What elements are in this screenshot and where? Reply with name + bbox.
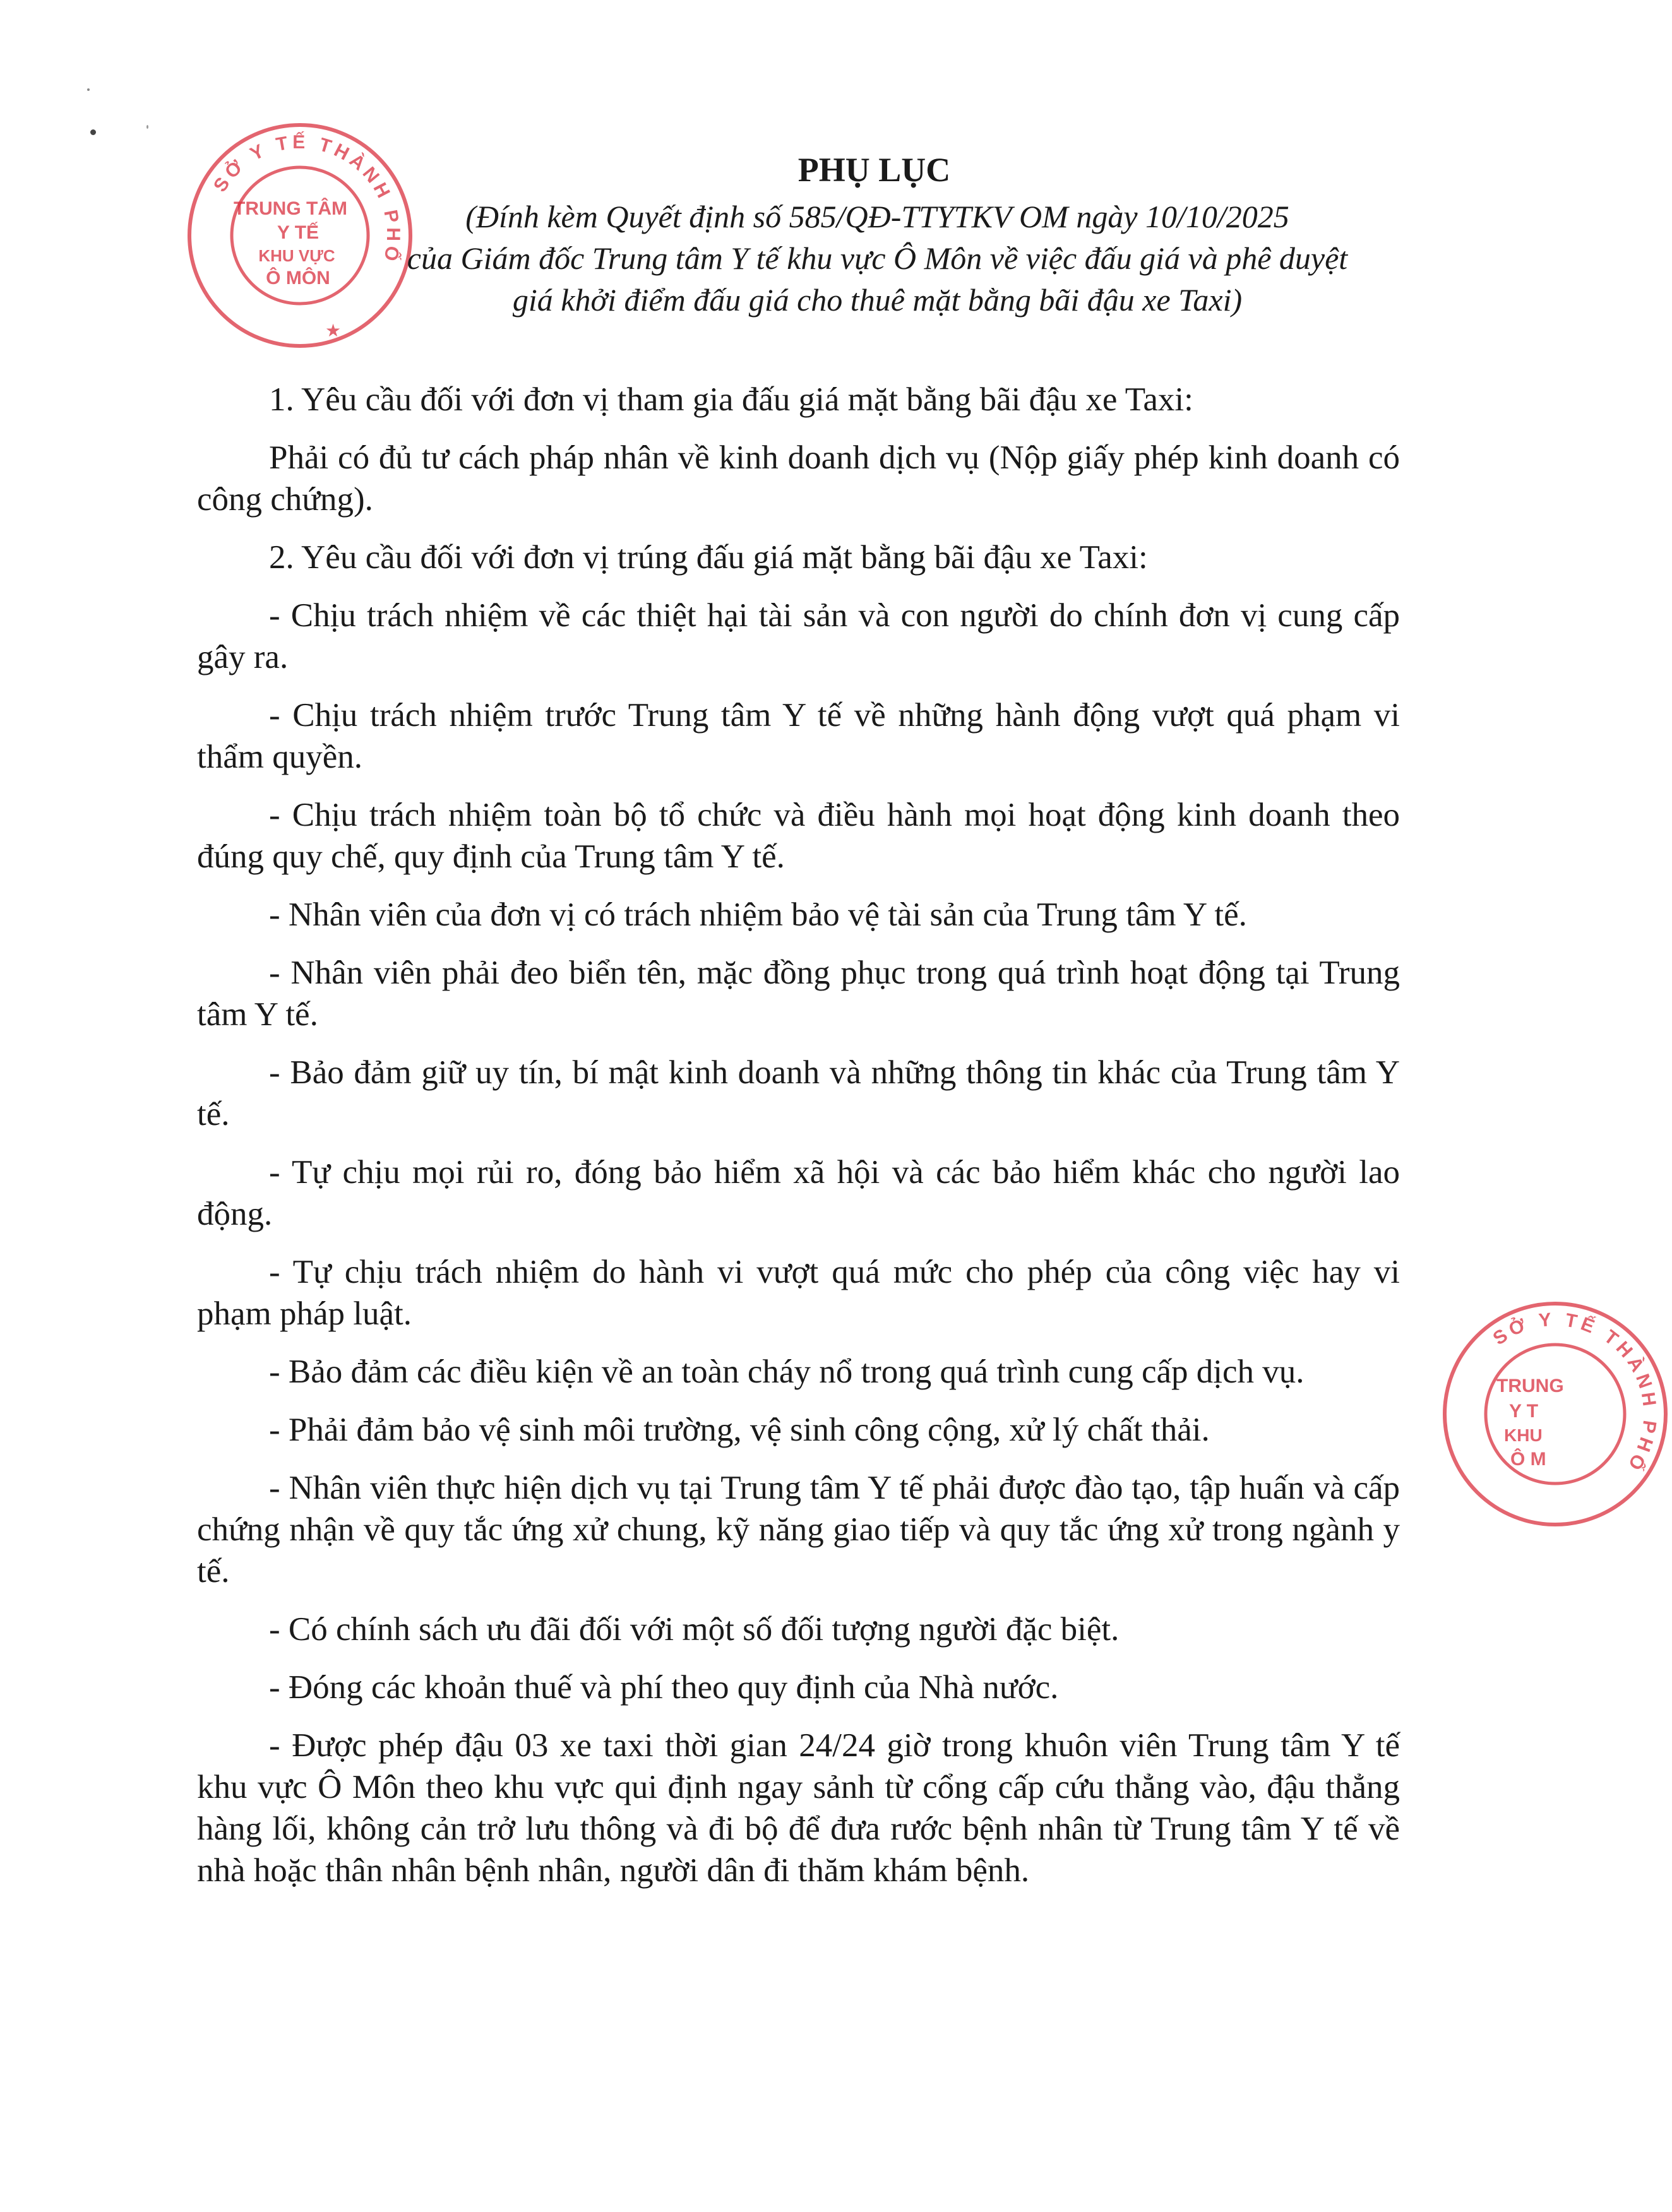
- seal-center-line: Y T: [1509, 1401, 1539, 1422]
- requirement-item: - Chịu trách nhiệm toàn bộ tổ chức và điều hành mọi hoạt động kinh doanh theo đúng quy chế, quy định của Trung tâm Y tế.: [197, 797, 1400, 875]
- requirement-item: - Được phép đậu 03 xe taxi thời gian 24/24 giờ trong khuôn viên Trung tâm Y tế khu vực Ô Môn theo khu vực qui định ngay sảnh từ cổng cấp cứu thẳng vào, đậu thẳng hàng lối, không cản trở lưu thông và đi bộ để đưa rước bệnh nhân từ Trung tâm Y tế về nhà hoặc thân nhân bệnh nhân, người dân đi thăm khám bệnh.: [197, 1727, 1400, 1889]
- official-seal-right-edge: [1438, 1297, 1672, 1531]
- document-body: [197, 379, 1400, 1908]
- body-paragraph: Phải có đủ tư cách pháp nhân về kinh doanh dịch vụ (Nộp giấy phép kinh doanh có công chứng).: [197, 439, 1400, 518]
- requirement-item: - Chịu trách nhiệm trước Trung tâm Y tế về những hành động vượt quá phạm vi thẩm quyền.: [197, 697, 1400, 775]
- requirement-item: - Nhân viên của đơn vị có trách nhiệm bảo vệ tài sản của Trung tâm Y tế.: [269, 896, 1247, 933]
- seal-center-line: Ô MÔN: [266, 268, 330, 288]
- requirement-item: - Đóng các khoản thuế và phí theo quy định của Nhà nước.: [269, 1669, 1059, 1706]
- requirement-item: - Chịu trách nhiệm về các thiệt hại tài sản và con người do chính đơn vị cung cấp gây ra.: [197, 597, 1400, 675]
- seal-graphic: [1438, 1297, 1672, 1531]
- scan-dot: [90, 129, 96, 135]
- requirement-item: - Bảo đảm các điều kiện về an toàn cháy nổ trong quá trình cung cấp dịch vụ.: [269, 1353, 1305, 1390]
- document-title: PHỤ LỤC: [797, 151, 951, 189]
- section-heading: 1. Yêu cầu đối với đơn vị tham gia đấu giá mặt bằng bãi đậu xe Taxi:: [269, 381, 1193, 418]
- requirement-item: - Bảo đảm giữ uy tín, bí mật kinh doanh và những thông tin khác của Trung tâm Y tế.: [197, 1054, 1400, 1133]
- document-subtitle: [95, 196, 1660, 321]
- seal-center-line: TRUNG: [1496, 1376, 1564, 1396]
- requirement-item: - Tự chịu trách nhiệm do hành vi vượt quá mức cho phép của công việc hay vi phạm pháp luật.: [197, 1254, 1400, 1332]
- seal-ring-text: SỞ Y TẾ THÀNH PHỐ: [210, 131, 404, 267]
- seal-center-line: Y TẾ: [277, 222, 319, 243]
- seal-center-line: KHU VỰC: [258, 246, 335, 265]
- scan-dot: [87, 88, 90, 91]
- section-heading: 2. Yêu cầu đối với đơn vị trúng đấu giá mặt bằng bãi đậu xe Taxi:: [269, 539, 1148, 576]
- requirement-item: - Có chính sách ưu đãi đối với một số đối tượng người đặc biệt.: [269, 1611, 1120, 1648]
- seal-center-line: KHU: [1504, 1425, 1543, 1445]
- subtitle-line: (Đính kèm Quyết định số 585/QĐ-TTYTKV OM ngày 10/10/2025: [465, 199, 1289, 234]
- scan-dot: [146, 125, 148, 129]
- seal-center-line: TRUNG TÂM: [234, 198, 347, 219]
- subtitle-line: giá khởi điểm đấu giá cho thuê mặt bằng bãi đậu xe Taxi): [512, 282, 1243, 318]
- subtitle-line: của Giám đốc Trung tâm Y tế khu vực Ô Môn về việc đấu giá và phê duyệt: [407, 241, 1348, 276]
- requirement-item: - Tự chịu mọi rủi ro, đóng bảo hiểm xã hội và các bảo hiểm khác cho người lao động.: [197, 1154, 1400, 1232]
- svg-text:★: ★: [325, 320, 342, 341]
- seal-ring-text: SỞ Y TẾ THÀNH PHỐ: [1489, 1309, 1661, 1477]
- requirement-item: - Nhân viên thực hiện dịch vụ tại Trung tâm Y tế phải được đào tạo, tập huấn và cấp chứng nhận về quy tắc ứng xử chung, kỹ năng giao tiếp và quy tắc ứng xử trong ngành y tế.: [197, 1470, 1400, 1590]
- requirement-item: - Nhân viên phải đeo biển tên, mặc đồng phục trong quá trình hoạt động tại Trung tâm Y tế.: [197, 954, 1400, 1033]
- requirement-item: - Phải đảm bảo vệ sinh môi trường, vệ sinh công cộng, xử lý chất thải.: [269, 1412, 1210, 1448]
- seal-center-line: Ô M: [1510, 1449, 1546, 1470]
